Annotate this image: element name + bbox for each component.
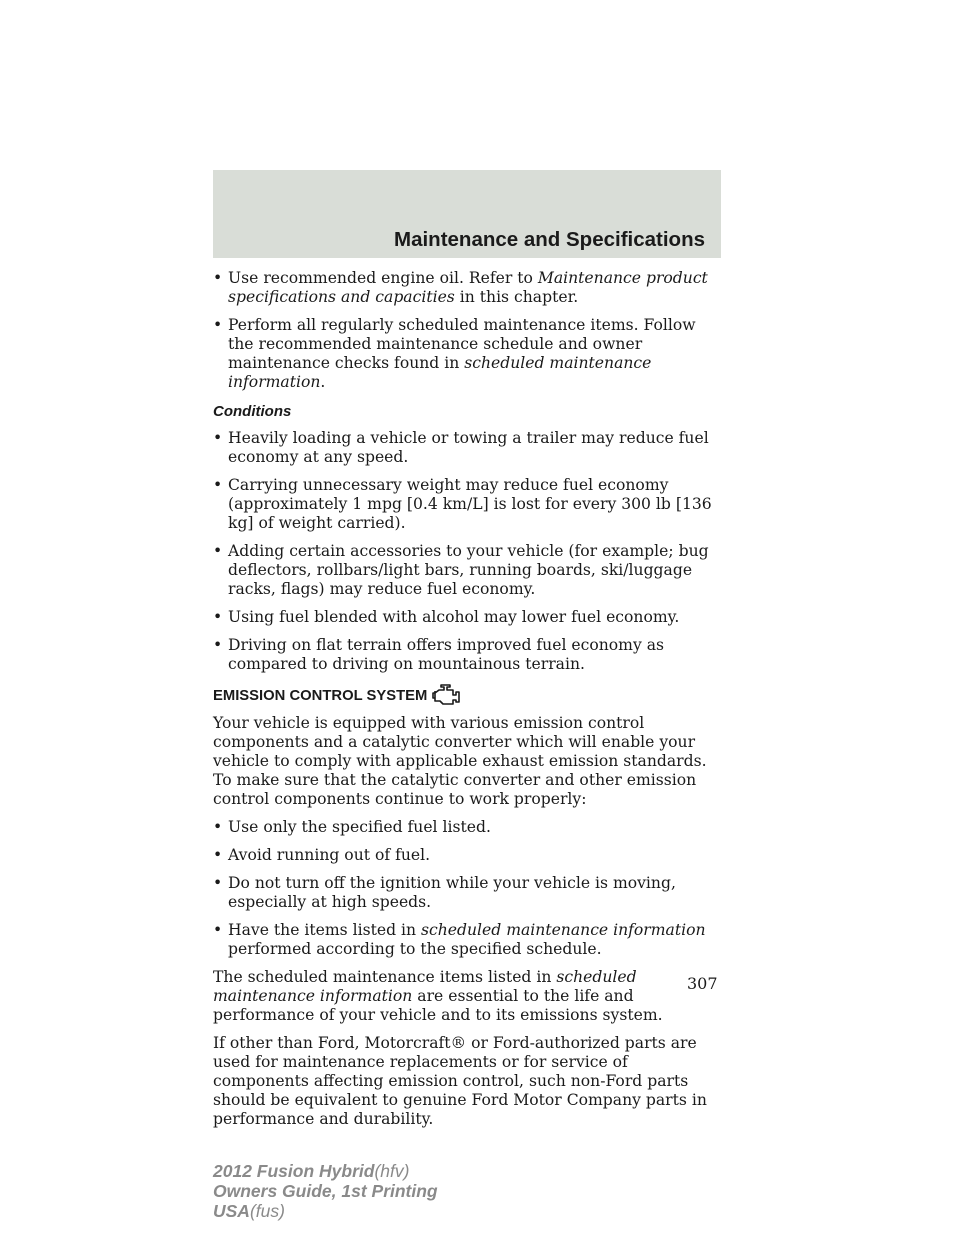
emission-item: • Avoid running out of fuel. [213, 846, 725, 865]
emission-heading-text: EMISSION CONTROL SYSTEM [213, 688, 428, 704]
emission-paragraph: The scheduled maintenance items listed in scheduled maintenance information are essential to the life and performance of your vehicle and to its emissions system. [213, 968, 663, 1024]
emission-item: • Use only the specified fuel listed. [213, 818, 725, 837]
emission-heading [213, 684, 725, 706]
section-header-band [213, 170, 721, 258]
emission-item: • Do not turn off the ignition while your vehicle is moving, especially at high speeds. [213, 874, 725, 912]
bullet-engine-oil: • Use recommended engine oil. Refer to Maintenance product specifications and capacities in this chapter. [213, 269, 725, 307]
footer-line: USA(fus) [213, 1201, 285, 1221]
engine-icon [431, 684, 461, 706]
condition-item: • Driving on flat terrain offers improved fuel economy as compared to driving on mountainous terrain. [213, 636, 725, 674]
section-title: Maintenance and Specifications [394, 228, 705, 251]
footer-imprint [213, 1161, 438, 1221]
conditions-heading: Conditions [213, 403, 292, 420]
emission-item: • Have the items listed in scheduled maintenance information performed according to the specified schedule. [213, 921, 725, 959]
page-content [213, 269, 725, 1138]
footer-line: 2012 Fusion Hybrid(hfv) [213, 1161, 410, 1181]
page-number: 307 [687, 974, 718, 993]
reference-link: scheduled maintenance information [213, 968, 637, 1005]
emission-intro: Your vehicle is equipped with various emission control components and a catalytic converter which will enable your vehicle to comply with applicable exhaust emission standards. To make sure that the catalytic converter and other emission control components continue to work properly: [213, 714, 707, 808]
reference-link: Maintenance product specifications and capacities [228, 269, 708, 306]
reference-link: scheduled maintenance information [421, 921, 706, 939]
footer-line: Owners Guide, 1st Printing [213, 1181, 438, 1201]
condition-item: • Using fuel blended with alcohol may lower fuel economy. [213, 608, 725, 627]
condition-item: • Carrying unnecessary weight may reduce fuel economy (approximately 1 mpg [0.4 km/L] is lost for every 300 lb [136 kg] of weight carried). [213, 476, 725, 533]
condition-item: • Heavily loading a vehicle or towing a trailer may reduce fuel economy at any speed. [213, 429, 725, 467]
condition-item: • Adding certain accessories to your vehicle (for example; bug deflectors, rollbars/light bars, running boards, ski/luggage racks, flags) may reduce fuel economy. [213, 542, 725, 599]
reference-link: scheduled maintenance information [228, 354, 652, 391]
bullet-scheduled-maintenance: • Perform all regularly scheduled maintenance items. Follow the recommended maintenance schedule and owner maintenance checks found in scheduled maintenance information. [213, 316, 725, 392]
emission-paragraph: If other than Ford, Motorcraft® or Ford-authorized parts are used for maintenance replacements or for service of components affecting emission control, such non-Ford parts should be equivalent to genuine Ford Motor Company parts in performance and durability. [213, 1034, 707, 1128]
